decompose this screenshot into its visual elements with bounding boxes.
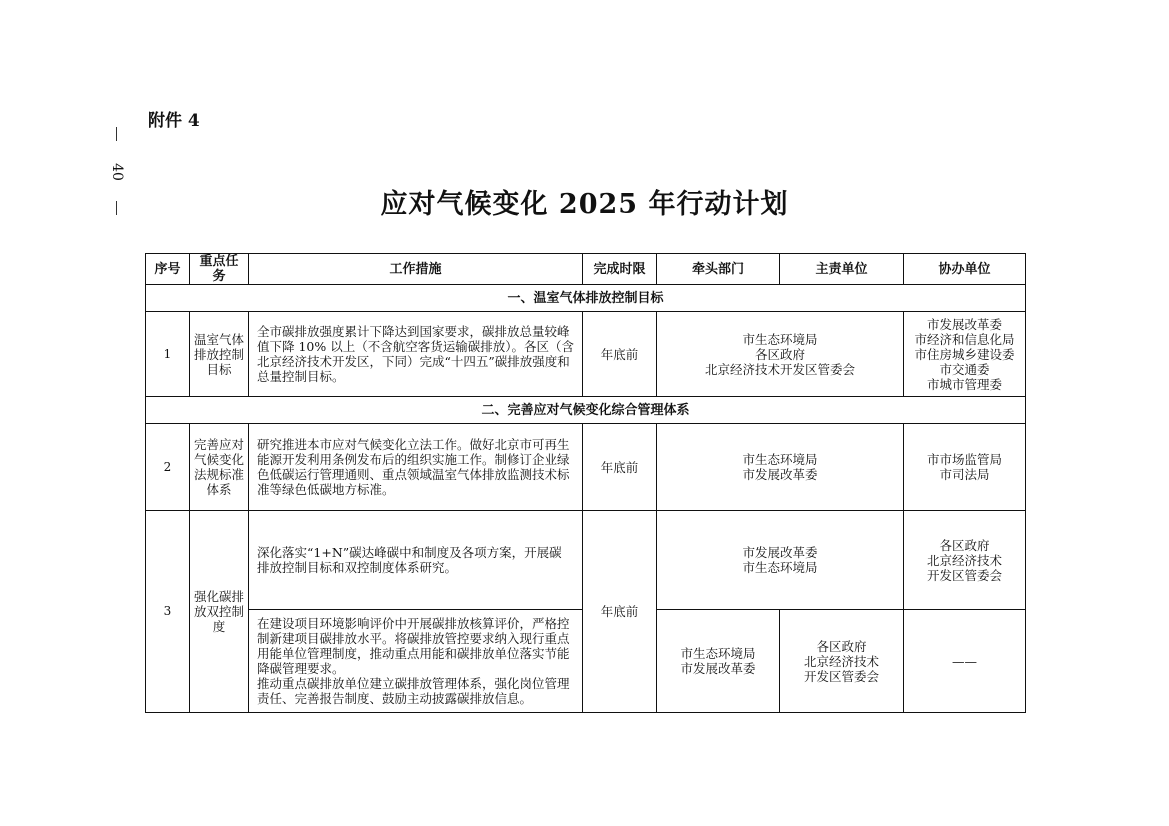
section-title-2: 二、完善应对气候变化综合管理体系 xyxy=(146,397,1026,424)
measure-paragraph: 推动重点碳排放单位建立碳排放管理体系，强化岗位管理责任、完善报告制度、鼓励主动披露碳排放信息。 xyxy=(257,676,570,706)
row-seq: 1 xyxy=(146,312,190,397)
page-dash-top xyxy=(116,127,117,141)
unit-name: 市发展改革委 xyxy=(680,661,756,676)
unit-name: 市城市管理委 xyxy=(926,376,1002,392)
action-plan-table xyxy=(145,253,1026,713)
row-lead-responsible xyxy=(657,424,904,511)
row-deadline: 年底前 xyxy=(583,424,657,511)
row-assist xyxy=(904,312,1026,397)
header-measures: 工作措施 xyxy=(249,254,583,285)
row-lead xyxy=(657,610,780,713)
measure-paragraph: 在建设项目环境影响评价中开展碳排放核算评价，严格控制新建项目碳排放水平。将碳排放管控要求纳入现行重点用能单位管理制度，推动重点用能和碳排放单位落实节能降碳管理要求。 xyxy=(257,616,570,676)
section-row-1 xyxy=(146,285,1026,312)
unit-name: 市生态环境局 xyxy=(680,646,756,661)
table-row xyxy=(146,312,1026,397)
row-assist: —— xyxy=(904,610,1026,713)
section-row-2 xyxy=(146,397,1026,424)
unit-name: 市生态环境局 xyxy=(742,331,818,347)
unit-name: 北京经济技术 xyxy=(926,552,1002,568)
header-responsible: 主责单位 xyxy=(780,254,904,285)
row-measures: 全市碳排放强度累计下降达到国家要求，碳排放总量较峰值下降 10% 以上（不含航空客货运输碳排放）。各区（含北京经济技术开发区，下同）完成“十四五”碳排放强度和总量控制目标。 xyxy=(249,312,583,397)
unit-name: 市发展改革委 xyxy=(926,316,1002,332)
row-task: 完善应对气候变化法规标准体系 xyxy=(190,424,249,511)
row-assist xyxy=(904,511,1026,610)
unit-name: 市市场监管局 xyxy=(926,452,1002,467)
row-measures: 研究推进本市应对气候变化立法工作。做好北京市可再生能源开发利用条例发布后的组织实施工作。制修订企业绿色低碳运行管理通则、重点领域温室气体排放监测技术标准等绿色低碳地方标准。 xyxy=(249,424,583,511)
unit-name: 各区政府 xyxy=(939,537,990,553)
unit-name: 各区政府 xyxy=(816,638,867,654)
row-task: 强化碳排放双控制度 xyxy=(190,511,249,713)
row-measures: 深化落实“1+N”碳达峰碳中和制度及各项方案，开展碳排放控制目标和双控制度体系研究。 xyxy=(249,511,583,610)
unit-name: 市住房城乡建设委 xyxy=(914,346,1015,362)
page-title: 应对气候变化 2025 年行动计划 xyxy=(380,189,789,220)
unit-name: 各区政府 xyxy=(754,346,805,362)
unit-name: 开发区管委会 xyxy=(803,668,879,684)
unit-name: 北京经济技术 xyxy=(803,653,879,669)
unit-name: 市发展改革委 xyxy=(742,467,818,482)
row-task: 温室气体排放控制目标 xyxy=(190,312,249,397)
row-assist xyxy=(904,424,1026,511)
unit-name: 市发展改革委 xyxy=(742,545,818,560)
unit-name: 开发区管委会 xyxy=(926,567,1002,583)
table-header-row xyxy=(146,254,1026,285)
header-deadline: 完成时限 xyxy=(583,254,657,285)
header-seq: 序号 xyxy=(146,254,190,285)
row-lead-responsible xyxy=(657,511,904,610)
unit-name: 市生态环境局 xyxy=(742,452,818,467)
section-title-1: 一、温室气体排放控制目标 xyxy=(146,285,1026,312)
row-measures xyxy=(249,610,583,713)
header-assist: 协办单位 xyxy=(904,254,1026,285)
row-lead-responsible xyxy=(657,312,904,397)
unit-name: 北京经济技术开发区管委会 xyxy=(704,361,855,377)
attachment-label: 附件 4 xyxy=(148,111,200,131)
table-row xyxy=(146,424,1026,511)
header-lead: 牵头部门 xyxy=(657,254,780,285)
row-seq: 3 xyxy=(146,511,190,713)
page-number: 40 xyxy=(109,163,125,181)
header-task: 重点任务 xyxy=(190,254,249,285)
row-deadline: 年底前 xyxy=(583,511,657,713)
unit-name: 市经济和信息化局 xyxy=(914,331,1015,347)
table-row xyxy=(146,511,1026,610)
unit-name: 市司法局 xyxy=(939,467,990,482)
row-responsible xyxy=(780,610,904,713)
row-deadline: 年底前 xyxy=(583,312,657,397)
unit-name: 市交通委 xyxy=(939,361,990,377)
row-seq: 2 xyxy=(146,424,190,511)
unit-name: 市生态环境局 xyxy=(742,560,818,575)
